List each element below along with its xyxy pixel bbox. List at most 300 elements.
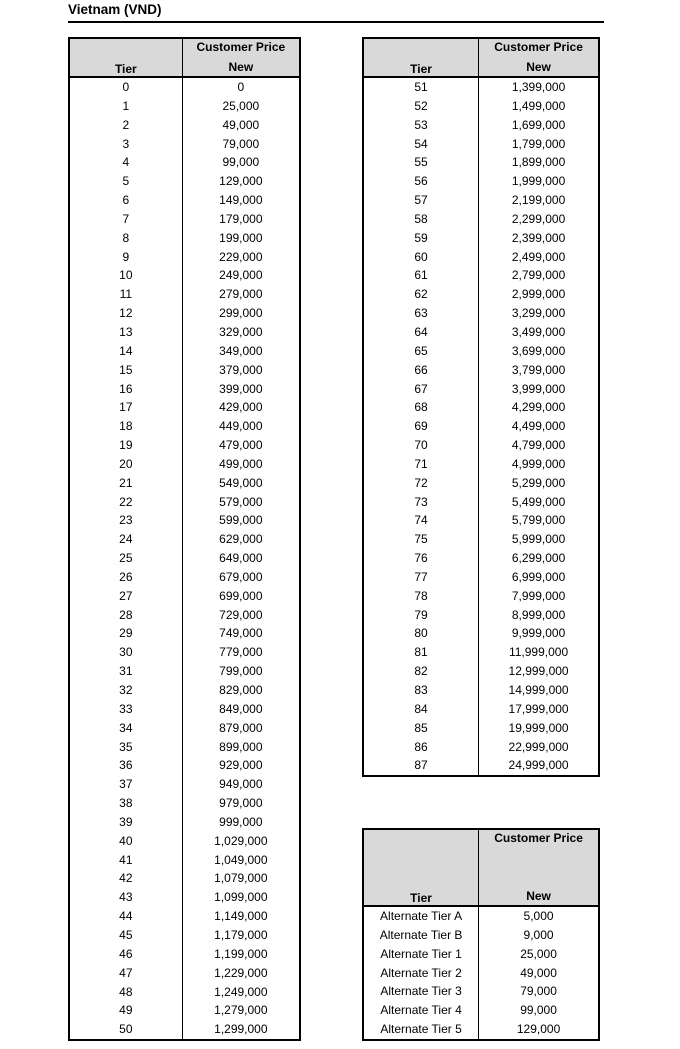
table-row — [363, 756, 599, 776]
tier-cell: 72 — [363, 474, 479, 493]
price-cell: 729,000 — [219, 607, 263, 622]
table-row — [69, 436, 300, 455]
table-row — [363, 1001, 599, 1020]
tier-cell: 78 — [363, 587, 479, 606]
tier-cell: 21 — [69, 474, 182, 493]
price-cell: 1,699,000 — [511, 117, 566, 132]
price-header-line1: Customer Price — [494, 831, 583, 845]
tier-cell: 28 — [69, 606, 182, 625]
table-body — [363, 906, 599, 1040]
price-cell: 929,000 — [219, 758, 263, 773]
tier-cell: 27 — [69, 587, 182, 606]
table-row — [69, 530, 300, 549]
tier-cell: 63 — [363, 304, 479, 323]
price-cell: 2,299,000 — [511, 211, 566, 226]
price-cell: 899,000 — [219, 739, 263, 754]
price-cell: 179,000 — [219, 211, 263, 226]
table-row — [363, 624, 599, 643]
tier-cell: 67 — [363, 380, 479, 399]
tier-cell: 50 — [69, 1020, 182, 1040]
table-row — [363, 436, 599, 455]
table-row — [363, 285, 599, 304]
tier-cell: 7 — [69, 210, 182, 229]
price-cell: 229,000 — [219, 249, 263, 264]
tier-cell: Alternate Tier 5 — [363, 1020, 479, 1040]
tier-cell: 49 — [69, 1001, 182, 1020]
tier-column-header: Tier — [69, 38, 182, 77]
tier-cell: 12 — [69, 304, 182, 323]
table-row — [363, 493, 599, 512]
price-cell: 25,000 — [222, 98, 260, 113]
price-cell: 5,000 — [523, 909, 554, 923]
table-row — [69, 624, 300, 643]
price-cell: 749,000 — [219, 626, 263, 641]
tier-cell: Alternate Tier 2 — [363, 964, 479, 983]
table-row — [363, 116, 599, 135]
table-row — [69, 681, 300, 700]
tier-cell: 37 — [69, 775, 182, 794]
table-row — [363, 549, 599, 568]
price-cell: 3,999,000 — [511, 381, 566, 396]
price-cell: 99,000 — [520, 1003, 557, 1018]
page-title: Vietnam (VND) — [68, 2, 604, 23]
price-cell: 629,000 — [219, 532, 263, 547]
price-cell: 149,000 — [219, 193, 263, 208]
tier-cell: 71 — [363, 455, 479, 474]
price-cell: 549,000 — [219, 475, 263, 490]
table-row — [69, 285, 300, 304]
table-row — [363, 964, 599, 983]
table-row — [69, 153, 300, 172]
table-row — [69, 511, 300, 530]
price-cell: 5,999,000 — [511, 532, 566, 547]
tier-cell: 68 — [363, 398, 479, 417]
table-row — [363, 982, 599, 1001]
price-cell: 2,799,000 — [511, 268, 566, 283]
price-cell: 4,799,000 — [511, 438, 566, 453]
tier-cell: 60 — [363, 248, 479, 267]
table-body — [69, 77, 300, 1040]
price-cell: 699,000 — [219, 588, 263, 603]
table-row — [363, 229, 599, 248]
tier-cell: 6 — [69, 191, 182, 210]
table-row — [69, 606, 300, 625]
table-row — [69, 229, 300, 248]
tier-cell: 86 — [363, 738, 479, 757]
table-header-row — [363, 829, 599, 906]
table-row — [69, 97, 300, 116]
tier-cell: 45 — [69, 926, 182, 945]
price-cell: 4,499,000 — [511, 419, 566, 434]
price-cell: 279,000 — [219, 287, 263, 302]
price-cell: 3,799,000 — [511, 362, 566, 377]
tier-column-header: Tier — [363, 829, 479, 906]
price-cell: 1,149,000 — [214, 909, 268, 924]
table-row — [363, 945, 599, 964]
tier-cell: 34 — [69, 719, 182, 738]
tier-cell: 30 — [69, 643, 182, 662]
price-cell: 879,000 — [219, 720, 263, 735]
tier-cell: 79 — [363, 606, 479, 625]
tier-cell: 46 — [69, 945, 182, 964]
table-row — [69, 248, 300, 267]
table-row — [363, 1020, 599, 1040]
tier-cell: 23 — [69, 511, 182, 530]
table-row — [69, 587, 300, 606]
tier-cell: 32 — [69, 681, 182, 700]
table-row — [363, 662, 599, 681]
price-cell: 2,199,000 — [511, 193, 566, 208]
price-column-header — [479, 829, 599, 906]
price-cell: 1,299,000 — [214, 1022, 268, 1037]
tier-cell: 41 — [69, 851, 182, 870]
table-row — [69, 172, 300, 191]
table-row — [69, 719, 300, 738]
tier-cell: 35 — [69, 738, 182, 757]
tier-cell: 16 — [69, 380, 182, 399]
price-header-line2: New — [526, 60, 551, 74]
table-row — [69, 135, 300, 154]
price-cell: 19,999,000 — [508, 720, 569, 735]
tier-cell: 18 — [69, 417, 182, 436]
tier-cell: 52 — [363, 97, 479, 116]
price-cell: 429,000 — [219, 400, 263, 415]
table-row — [69, 361, 300, 380]
price-cell: 9,000 — [523, 927, 554, 942]
price-cell: 949,000 — [219, 777, 263, 792]
tier-cell: Alternate Tier B — [363, 926, 479, 945]
price-cell: 299,000 — [219, 306, 263, 321]
tier-cell: 42 — [69, 869, 182, 888]
price-cell: 17,999,000 — [508, 701, 569, 716]
table-row — [69, 756, 300, 775]
table-row — [69, 945, 300, 964]
price-cell: 25,000 — [520, 946, 557, 961]
price-column-header — [479, 38, 599, 77]
tier-cell: 11 — [69, 285, 182, 304]
table-row — [363, 926, 599, 945]
table-row — [69, 926, 300, 945]
table-row — [69, 775, 300, 794]
price-header-line1: Customer Price — [196, 40, 286, 54]
table-row — [69, 964, 300, 983]
table-row — [363, 380, 599, 399]
price-cell: 479,000 — [219, 438, 263, 453]
table-row — [363, 266, 599, 285]
table-row — [69, 549, 300, 568]
tier-cell: 84 — [363, 700, 479, 719]
table-row — [363, 417, 599, 436]
table-row — [363, 719, 599, 738]
table-row — [69, 888, 300, 907]
price-cell: 6,299,000 — [511, 551, 566, 566]
table-row — [69, 417, 300, 436]
price-cell: 979,000 — [219, 796, 263, 811]
tier-cell: Alternate Tier 1 — [363, 945, 479, 964]
table-header-row — [363, 38, 599, 77]
price-cell: 22,999,000 — [508, 739, 569, 754]
price-cell: 49,000 — [520, 965, 557, 980]
price-cell: 12,999,000 — [508, 664, 569, 679]
price-cell: 579,000 — [219, 494, 263, 509]
tier-cell: 56 — [363, 172, 479, 191]
table-row — [363, 97, 599, 116]
table-row — [69, 210, 300, 229]
price-cell: 779,000 — [219, 645, 263, 660]
table-row — [69, 116, 300, 135]
tier-cell: 39 — [69, 813, 182, 832]
price-cell: 24,999,000 — [508, 758, 569, 773]
tier-cell: 43 — [69, 888, 182, 907]
tier-cell: 3 — [69, 135, 182, 154]
price-cell: 679,000 — [219, 569, 263, 584]
price-cell: 9,999,000 — [511, 626, 566, 641]
tier-price-table-51-87 — [362, 37, 600, 777]
tier-cell: 59 — [363, 229, 479, 248]
table-row — [69, 983, 300, 1002]
table-row — [363, 361, 599, 380]
price-cell: 1,399,000 — [511, 80, 566, 94]
tier-cell: 66 — [363, 361, 479, 380]
price-cell: 79,000 — [520, 984, 557, 999]
tier-cell: 40 — [69, 832, 182, 851]
price-cell: 6,999,000 — [511, 569, 566, 584]
tier-cell: 2 — [69, 116, 182, 135]
price-header-line1: Customer Price — [494, 40, 583, 54]
table-row — [363, 323, 599, 342]
price-cell: 1,049,000 — [214, 852, 268, 867]
price-cell: 199,000 — [219, 230, 263, 245]
price-cell: 799,000 — [219, 664, 263, 679]
price-cell: 1,179,000 — [214, 927, 268, 942]
tier-cell: 64 — [363, 323, 479, 342]
tier-cell: 36 — [69, 756, 182, 775]
table-row — [363, 342, 599, 361]
tier-cell: 33 — [69, 700, 182, 719]
tier-cell: 19 — [69, 436, 182, 455]
table-row — [69, 191, 300, 210]
table-row — [69, 342, 300, 361]
tier-cell: 73 — [363, 493, 479, 512]
table-row — [363, 191, 599, 210]
tier-cell: 17 — [69, 398, 182, 417]
table-row — [363, 77, 599, 97]
price-cell: 649,000 — [219, 551, 263, 566]
tier-cell: 74 — [363, 511, 479, 530]
price-cell: 5,499,000 — [511, 494, 566, 509]
tier-cell: 53 — [363, 116, 479, 135]
price-cell: 499,000 — [219, 456, 263, 471]
table-row — [363, 455, 599, 474]
table-row — [69, 738, 300, 757]
tier-cell: 9 — [69, 248, 182, 267]
price-cell: 1,799,000 — [511, 136, 566, 151]
table-row — [363, 210, 599, 229]
price-cell: 4,999,000 — [511, 456, 566, 471]
price-cell: 249,000 — [219, 268, 263, 283]
tier-cell: 20 — [69, 455, 182, 474]
table-row — [69, 77, 300, 97]
tier-cell: 14 — [69, 342, 182, 361]
tier-cell: 65 — [363, 342, 479, 361]
tier-cell: 58 — [363, 210, 479, 229]
table-row — [363, 530, 599, 549]
price-cell: 1,079,000 — [214, 871, 268, 886]
tier-price-table-0-50 — [68, 37, 301, 1041]
tier-cell: 82 — [363, 662, 479, 681]
table-row — [363, 568, 599, 587]
table-row — [69, 1020, 300, 1040]
price-cell: 3,699,000 — [511, 343, 566, 358]
tier-cell: 77 — [363, 568, 479, 587]
table-row — [69, 794, 300, 813]
tier-cell: 76 — [363, 549, 479, 568]
tier-cell: 38 — [69, 794, 182, 813]
table-row — [363, 906, 599, 926]
alternate-tier-price-table — [362, 828, 600, 1041]
tier-cell: 54 — [363, 135, 479, 154]
tier-cell: 69 — [363, 417, 479, 436]
table-row — [363, 738, 599, 757]
price-cell: 4,299,000 — [511, 400, 566, 415]
price-cell: 399,000 — [219, 381, 263, 396]
price-cell: 3,499,000 — [511, 324, 566, 339]
price-cell: 1,249,000 — [214, 984, 268, 999]
price-cell: 1,279,000 — [214, 1003, 268, 1018]
price-cell: 1,199,000 — [214, 946, 268, 961]
table-row — [69, 851, 300, 870]
tier-column-header: Tier — [363, 38, 479, 77]
table-row — [69, 643, 300, 662]
price-cell: 329,000 — [219, 324, 263, 339]
table-row — [69, 1001, 300, 1020]
table-row — [363, 248, 599, 267]
tier-cell: 5 — [69, 172, 182, 191]
table-row — [363, 135, 599, 154]
table-row — [69, 662, 300, 681]
tier-cell: 87 — [363, 756, 479, 776]
table-row — [363, 304, 599, 323]
price-cell: 14,999,000 — [508, 683, 569, 697]
table-row — [363, 606, 599, 625]
tier-cell: 51 — [363, 77, 479, 97]
price-cell: 829,000 — [219, 683, 263, 697]
price-cell: 349,000 — [219, 343, 263, 358]
tier-cell: Alternate Tier A — [363, 906, 479, 926]
table-row — [69, 700, 300, 719]
price-cell: 1,999,000 — [511, 174, 566, 189]
price-cell: 8,999,000 — [511, 607, 566, 622]
tier-cell: 83 — [363, 681, 479, 700]
price-cell: 999,000 — [219, 814, 263, 829]
tier-cell: 24 — [69, 530, 182, 549]
tier-cell: 75 — [363, 530, 479, 549]
tier-cell: 0 — [69, 77, 182, 97]
tier-cell: 85 — [363, 719, 479, 738]
tier-cell: 4 — [69, 153, 182, 172]
table-row — [69, 832, 300, 851]
tier-cell: 62 — [363, 285, 479, 304]
tier-cell: 29 — [69, 624, 182, 643]
tier-cell: 48 — [69, 983, 182, 1002]
price-cell: 2,499,000 — [511, 249, 566, 264]
tier-cell: 13 — [69, 323, 182, 342]
price-column-header — [182, 38, 300, 77]
tier-cell: 31 — [69, 662, 182, 681]
tier-cell: 26 — [69, 568, 182, 587]
price-cell: 5,299,000 — [511, 475, 566, 490]
table-row — [363, 172, 599, 191]
tier-cell: 8 — [69, 229, 182, 248]
tier-cell: Alternate Tier 3 — [363, 982, 479, 1001]
price-cell: 1,899,000 — [511, 155, 566, 170]
price-cell: 11,999,000 — [508, 645, 569, 660]
tier-cell: 70 — [363, 436, 479, 455]
price-cell: 599,000 — [219, 513, 263, 528]
table-row — [69, 398, 300, 417]
table-row — [69, 323, 300, 342]
price-cell: 129,000 — [516, 1022, 561, 1037]
table-row — [363, 398, 599, 417]
price-cell: 129,000 — [219, 174, 263, 189]
table-header-row — [69, 38, 300, 77]
price-header-line2: New — [228, 60, 254, 74]
table-row — [363, 511, 599, 530]
table-row — [69, 455, 300, 474]
table-body — [363, 77, 599, 776]
price-cell: 1,229,000 — [214, 965, 268, 980]
table-row — [69, 474, 300, 493]
tier-cell: 55 — [363, 153, 479, 172]
price-cell: 379,000 — [219, 362, 263, 377]
price-cell: 49,000 — [222, 117, 260, 132]
tier-cell: 44 — [69, 907, 182, 926]
price-cell: 449,000 — [219, 419, 263, 434]
tier-cell: 22 — [69, 493, 182, 512]
tier-cell: 81 — [363, 643, 479, 662]
tier-cell: Alternate Tier 4 — [363, 1001, 479, 1020]
price-cell: 99,000 — [222, 155, 260, 170]
price-cell: 1,499,000 — [511, 98, 566, 113]
table-row — [363, 681, 599, 700]
tier-cell: 61 — [363, 266, 479, 285]
table-row — [363, 474, 599, 493]
price-header-line2: New — [526, 889, 551, 903]
table-row — [69, 813, 300, 832]
table-row — [69, 568, 300, 587]
table-row — [363, 587, 599, 606]
table-row — [363, 643, 599, 662]
table-row — [69, 304, 300, 323]
table-row — [69, 907, 300, 926]
tier-cell: 80 — [363, 624, 479, 643]
tier-cell: 47 — [69, 964, 182, 983]
price-cell: 5,799,000 — [511, 513, 566, 528]
price-cell: 1,029,000 — [214, 833, 268, 848]
table-row — [69, 380, 300, 399]
price-cell: 2,399,000 — [511, 230, 566, 245]
table-row — [69, 493, 300, 512]
tier-cell: 25 — [69, 549, 182, 568]
table-row — [69, 869, 300, 888]
table-row — [69, 266, 300, 285]
price-cell: 2,999,000 — [511, 287, 566, 302]
price-cell: 0 — [237, 80, 245, 94]
tier-cell: 10 — [69, 266, 182, 285]
price-cell: 849,000 — [219, 701, 263, 716]
price-cell: 79,000 — [222, 136, 260, 151]
tier-cell: 1 — [69, 97, 182, 116]
